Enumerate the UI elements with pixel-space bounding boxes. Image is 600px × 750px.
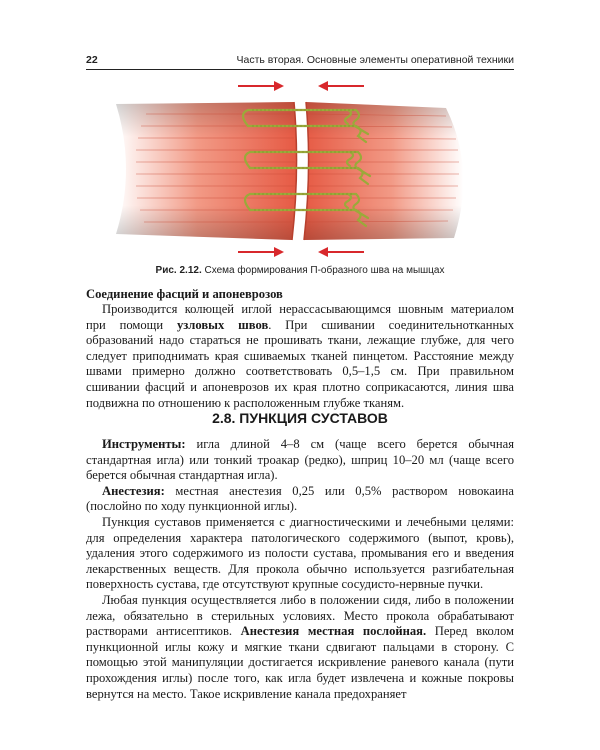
paragraph — [86, 593, 514, 702]
arrow-top-left — [238, 81, 284, 91]
page-number: 22 — [86, 54, 98, 66]
caption-label: Рис. 2.12. — [155, 265, 202, 276]
paragraph-bold: узловых швов — [176, 317, 269, 332]
paragraph-text: Перед вколом пункционной иглы кожу и мягкие ткани сдвигают пальцами в сторону. С помощью этой манипуляции достигается искривление раневого канала (пути прохождения иглы) после того, как игла будет извлечена и кожные покровы вернутся на место. Такое искривление канала предохраняет — [86, 624, 514, 701]
arrow-bottom-right — [318, 247, 364, 257]
running-header — [86, 54, 514, 70]
paragraph-anesthesia — [86, 484, 514, 515]
paragraph-bold: Анестезия: — [102, 483, 165, 498]
caption-text: Схема формирования П-образного шва на мышцах — [201, 265, 445, 276]
paragraph — [86, 302, 514, 411]
figure-caption — [0, 265, 600, 276]
arrow-bottom-left — [238, 247, 284, 257]
paragraph-text: Производится колющей иглой нерассасывающимся шовным материалом при помощи — [86, 302, 514, 332]
paragraph-bold: Инструменты: — [102, 437, 186, 451]
suture-illustration — [86, 74, 514, 260]
paragraph-instruments — [86, 437, 514, 484]
left-muscle — [116, 102, 297, 240]
section-heading: 2.8. ПУНКЦИЯ СУСТАВОВ — [212, 410, 388, 426]
arrow-top-right — [318, 81, 364, 91]
paragraph-text: . При сшивании соединительнотканных образований надо стараться не прошивать ткани, лежащие глубже, для чего следует приподнимать края сшиваемых тканей пинцетом. Расстояние между швами примерно должно соответствовать 0,5–1,5 см. При правильном сшивании фасций и апоневрозов их края плотно соприкасаются, линия шва подвижна по отношению к расположенным глубже тканям. — [86, 317, 515, 410]
header-rule — [86, 69, 514, 70]
subsection-heading: Соединение фасций и апоневрозов — [86, 287, 283, 301]
figure-suture-diagram — [86, 74, 514, 260]
paragraph-bold: Анестезия местная послойная. — [240, 624, 427, 639]
paragraph-text: игла длиной 4–8 см (чаще всего берется обычная стандартная игла) или тонкий троакар (редко), шприц 10–20 мл (чаще всего берется обычная стандартная игла). — [86, 437, 514, 483]
section2-body — [86, 437, 514, 702]
right-muscle — [304, 102, 463, 240]
paragraph: Пункция суставов применяется с диагностическими и лечебными целями: для определения характера патологического содержимого (выпот, кровь), удаления этого содержимого из полости сустава, промывания его и введения лекарственных веществ. Для прокола обычно используется разгибательная поверхность сустава, где отсутствуют крупные сосудисто-нервные пучки. — [86, 514, 514, 592]
paragraph-text: местная анестезия 0,25 или 0,5% раствором новокаина (послойно по ходу пункционной иглы). — [86, 483, 514, 514]
running-title: Часть вторая. Основные элементы оперативной техники — [236, 54, 514, 66]
paragraph-text: Любая пункция осуществляется либо в положении сидя, либо в положении лежа, обязательно в стерильных условиях. Место прокола обрабатывают растворами антисептиков. — [86, 592, 514, 639]
section1-body — [86, 302, 514, 411]
